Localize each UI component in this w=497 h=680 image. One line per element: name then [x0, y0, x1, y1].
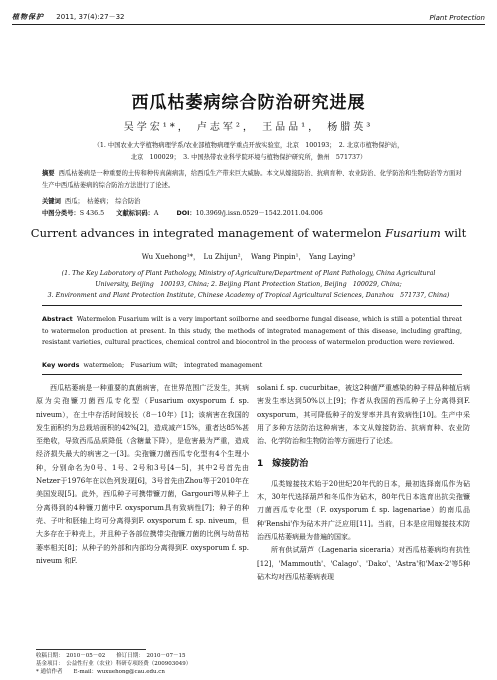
- body-column-right: [257, 382, 470, 584]
- affiliation-line: （1. 中国农业大学植物病理学系/农业部植物病理学重点开放实验室，北京 100193； 2. 北京市植物保护站，: [93, 142, 404, 149]
- title-cn: 西瓜枯萎病综合防治研究进展: [131, 93, 366, 113]
- abstract-cn-text: 西瓜枯萎病是一种重要的土传和种传真菌病害，给西瓜生产带来巨大威胁。本文从嫁接防治、抗病育种、农业防治、化学防治和生物防治等方面对生产中西瓜枯萎病的综合防治方法进行了论述。: [42, 170, 462, 189]
- affiliation-line: 3. Environment and Plant Protection Institute, Chinese Academy of Tropical Agricultural Sciences, Danzhou 571737, China): [47, 292, 450, 299]
- title-en-main: Current advances in integrated management of watermelon: [30, 226, 386, 240]
- journal-name: 植物保护: [12, 12, 44, 21]
- footnote-line: * 通信作者 E-mail：wuxuehong@cau.edu.cn: [36, 669, 165, 675]
- clc-label: 中图分类号：: [42, 210, 80, 217]
- doc-code-label: 文献标识码：: [116, 210, 154, 217]
- issue-info: 2011, 37(4):27－32: [56, 13, 125, 21]
- keywords-cn-text: 西瓜； 枯萎病； 综合防治: [64, 198, 141, 205]
- authors-en: Wu Xuehong¹*， Lu Zhijun²， Wang Pinpin¹， Yang Laying³: [141, 253, 356, 261]
- footnote-rule: [36, 649, 146, 650]
- title-en-tail: wilt: [440, 226, 467, 240]
- running-header: [12, 8, 485, 22]
- title-en-italic: Fusarium: [385, 226, 441, 240]
- body-paragraph: solani f. sp. cucurbitae，被这2种菌严重感染的种子样品种植后病害发生率达到50%以上[9]；作者从我国的西瓜种子上分离得到F. oxysporum，其可降低种子的发芽率并具有致病性[10]。生产中采用了多种方法防治这种病害，本文从嫁接防治、抗病育种、农业防治、化学防治和生物防治等方面进行了论述。: [257, 384, 470, 446]
- doi-label: DOI：: [176, 210, 196, 217]
- affiliation-line: 北京 100029； 3. 中国热带农业科学院环境与植物保护研究所，儋州 571737）: [130, 154, 367, 161]
- doi-value: 10.3969/j.issn.0529－1542.2011.04.006: [195, 210, 323, 217]
- abstract-end-rule: [42, 374, 462, 375]
- keywords-en: [42, 360, 462, 369]
- footnote-line: 收稿日期： 2010－05－02 修订日期： 2010－07－15: [36, 653, 186, 659]
- keywords-cn: [42, 196, 462, 208]
- body-paragraph: 所有供试葫芦（Lagenaria siceraria）对西瓜枯萎病均有抗性[12]，'Mammouth'、'Calago'、'Dako'、'Astra'和'Max-2'等5种砧木均对西瓜枯萎病表现: [257, 546, 470, 581]
- body-paragraph: 瓜类嫁接技术始于20世纪20年代的日本，最初选择南瓜作为砧木，30年代选择葫芦和冬瓜作为砧木，80年代日本选育出抗尖孢镰刀菌西瓜专化型（F. oxysporum f. sp. lagenariae）的南瓜品种'Renshi'作为砧木并广泛应用[11]。当前，日本是应用嫁接技术防治西瓜枯萎病最为普遍的国家。: [257, 479, 470, 541]
- abstract-en-text: Watermelon Fusarium wilt is a very important soilborne and seedborne fungal disease, which is still a potential threat to watermelon production at present. In this study, the methods of integrated management of this disease, including grafting, resistant varieties, cultural practices, chemical control and biocontrol in the process of watermelon production were reviewed.: [42, 315, 462, 346]
- authors-cn: 吴学宏¹*， 卢志军²， 王品品¹， 杨腊英³: [123, 122, 374, 133]
- footnote-line: 基金项目： 公益性行业（农业）科研专项经费（200903049）: [36, 661, 192, 667]
- keywords-cn-label: 关键词: [42, 198, 61, 205]
- doc-code-value: A: [153, 210, 159, 217]
- abstract-en-label: Abstract: [42, 315, 73, 323]
- affiliations-en: [0, 268, 497, 301]
- body-paragraph: 西瓜枯萎病是一种重要的真菌病害，在世界范围广泛发生，其病原为尖孢镰刀菌西瓜专化型（Fusarium oxysporum f. sp. niveum），在土中存活时间较长（8－10年）[1]；该病害在我国的发生面积约为总栽培面积的42%[2]，造成减产15%，重者达85%甚至绝收，导致西瓜品质降低（含糖量下降），是危害最为严重，造成经济损失最大的病害之一[3]。尖孢镰刀菌西瓜专化型有4个生理小种，分别命名为0号、1号、2号和3号[4－5]，其中2号首先由Netzer于1976年在以色列发现[6]，3号首先由Zhou等于2010年在美国发现[5]。此外，西瓜种子可携带镰刀菌，Gargouri等从种子上分离得到的4种镰刀菌中F. oxysporum具有致病性[7]；种子的种壳、子叶和胚轴上均可分离得到F. oxysporum f. sp. niveum，但大多存在于种壳上，并且种子各部位携带尖孢镰刀菌的比例与幼苗枯萎率相关[8]；从种子的外部和内部均分离得到F. oxysporum f. sp. niveum 和F.: [36, 384, 249, 565]
- title-en: [0, 226, 497, 240]
- abstract-rule: [42, 305, 462, 306]
- classification-line: [42, 208, 462, 220]
- abstract-cn: [42, 168, 462, 191]
- body-column-left: [36, 382, 249, 568]
- affiliations-cn: [0, 140, 497, 164]
- abstract-cn-label: 摘要: [42, 170, 55, 177]
- journal-name-en: Plant Protection: [429, 14, 485, 22]
- keywords-en-text: watermelon; Fusarium wilt; integrated management: [83, 361, 263, 369]
- section-heading: 1 嫁接防治: [257, 459, 309, 470]
- header-rule: [12, 24, 485, 25]
- keywords-en-label: Key words: [42, 361, 80, 369]
- clc-value: S 436.5: [79, 210, 105, 217]
- abstract-en: [42, 314, 462, 349]
- affiliation-line: University, Beijing 100193, China; 2. Beijing Plant Protection Station, Beijing 100029, China;: [95, 281, 402, 288]
- footnotes: [36, 649, 266, 676]
- affiliation-line: (1. The Key Laboratory of Plant Pathology, Ministry of Agriculture/Department of Plant Pathology, China Agricultural: [61, 270, 436, 277]
